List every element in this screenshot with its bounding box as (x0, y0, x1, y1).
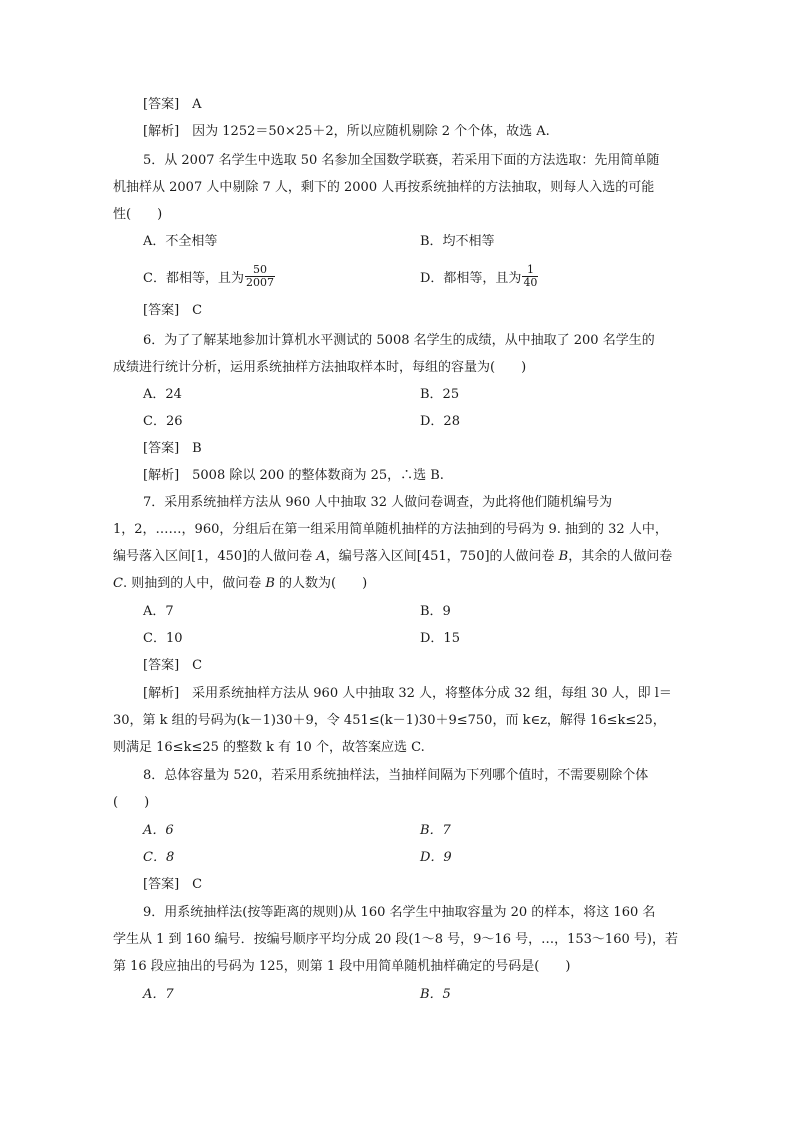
question-7-analysis-line-3: 则满足 16≤k≤25 的整数 k 有 10 个，故答案应选 C. (113, 740, 425, 755)
question-7-line-3 (113, 548, 672, 566)
question-8-line-1: 8．总体容量为 520，若采用系统抽样法，当抽样间隔为下列哪个值时，不需要剔除个体 (143, 768, 649, 783)
question-9-line-1: 9．用系统抽样法(按等距离的规则)从 160 名学生中抽取容量为 20 的样本，将这 160 名 (143, 905, 656, 920)
question-8-option-b: B．7 (420, 823, 451, 838)
question-5-option-c (143, 263, 275, 291)
analysis-text: [解析] 因为 1252＝50×25＋2，所以应随机剔除 2 个个体，故选 A. (143, 124, 550, 139)
fraction-numerator: 1 (526, 263, 534, 276)
fraction-1-40 (522, 264, 538, 289)
question-7-line-1: 7．采用系统抽样方法从 960 人中抽取 32 人做问卷调查，为此将他们随机编号为 (143, 495, 613, 510)
fraction-50-2007 (245, 264, 275, 289)
text-segment: . 则抽到的人中，做问卷 (122, 576, 266, 591)
question-7-analysis-line-2: 30，第 k 组的号码为(k－1)30＋9，令 451≤(k－1)30＋9≤750，而 k∈z，解得 16≤k≤25， (113, 713, 666, 728)
text-segment: 的人数为( ) (274, 576, 368, 591)
question-5-option-d (420, 263, 538, 291)
question-7-option-b: B．9 (420, 604, 451, 619)
question-8-option-c: C．8 (143, 850, 175, 865)
variable-b: B (265, 576, 275, 591)
option-c-text: C．都相等，且为 (143, 271, 244, 286)
question-5-line-1: 5．从 2007 名学生中选取 50 名参加全国数学联赛，若采用下面的方法选取：先用简单随 (143, 153, 660, 168)
question-6-line-2: 成绩进行统计分析，运用系统抽样方法抽取样本时，每组的容量为( ) (113, 360, 527, 375)
question-7-line-2: 1，2，……，960，分组后在第一组采用简单随机抽样的方法抽到的号码为 9. 抽到的 32 人中， (113, 522, 668, 537)
question-7-line-4 (113, 575, 367, 593)
question-5-line-2: 机抽样从 2007 人中剔除 7 人，剩下的 2000 人再按系统抽样的方法抽取，则每人入选的可能 (113, 180, 655, 195)
question-6-option-b: B．25 (420, 387, 460, 402)
question-6-answer: [答案] B (143, 441, 202, 456)
question-6-analysis: [解析] 5008 除以 200 的整体数商为 25，∴选 B. (143, 468, 444, 483)
question-8-option-a: A．6 (143, 823, 174, 838)
fraction-denominator: 40 (523, 276, 538, 289)
question-6-option-c: C．26 (143, 414, 183, 429)
question-5-line-3: 性( ) (113, 207, 163, 222)
question-5-option-b: B．均不相等 (420, 234, 495, 249)
question-9-line-3: 第 16 段应抽出的号码为 125，则第 1 段中用简单随机抽样确定的号码是( ) (113, 959, 571, 974)
question-6-option-d: D．28 (420, 414, 460, 429)
fraction-numerator: 50 (252, 263, 267, 276)
question-5-option-a: A．不全相等 (143, 234, 218, 249)
question-8-line-2: ( ) (113, 795, 150, 810)
fraction-denominator: 2007 (245, 276, 274, 289)
variable-b: B (558, 549, 569, 564)
question-9-option-b: B．5 (420, 987, 451, 1002)
question-7-answer: [答案] C (143, 658, 203, 673)
text-segment: ，编号落入区间[451，750]的人做问卷 (325, 549, 559, 564)
answer-label: [答案] A (143, 97, 202, 112)
question-9-line-2: 学生从 1 到 160 编号．按编号顺序平均分成 20 段(1～8 号，9～16 号，…，153～160 号)，若 (113, 932, 678, 947)
text-segment: ，其余的人做问卷 (568, 549, 673, 564)
question-7-option-c: C．10 (143, 631, 183, 646)
question-7-analysis-line-1: [解析] 采用系统抽样方法从 960 人中抽取 32 人，将整体分成 32 组，每组 30 人，即 l＝ (143, 686, 672, 701)
option-d-text: D．都相等，且为 (420, 271, 522, 286)
question-7-option-d: D．15 (420, 631, 460, 646)
question-6-option-a: A．24 (143, 387, 182, 402)
question-8-option-d: D．9 (420, 850, 452, 865)
question-9-option-a: A．7 (143, 987, 174, 1002)
question-7-option-a: A．7 (143, 604, 174, 619)
question-5-answer: [答案] C (143, 303, 203, 318)
text-segment: 编号落入区间[1，450]的人做问卷 (113, 549, 317, 564)
question-6-line-1: 6．为了了解某地参加计算机水平测试的 5008 名学生的成绩，从中抽取了 200 名学生的 (143, 333, 655, 348)
variable-c: C (113, 576, 123, 591)
variable-a: A (316, 549, 326, 564)
question-8-answer: [答案] C (143, 877, 203, 892)
